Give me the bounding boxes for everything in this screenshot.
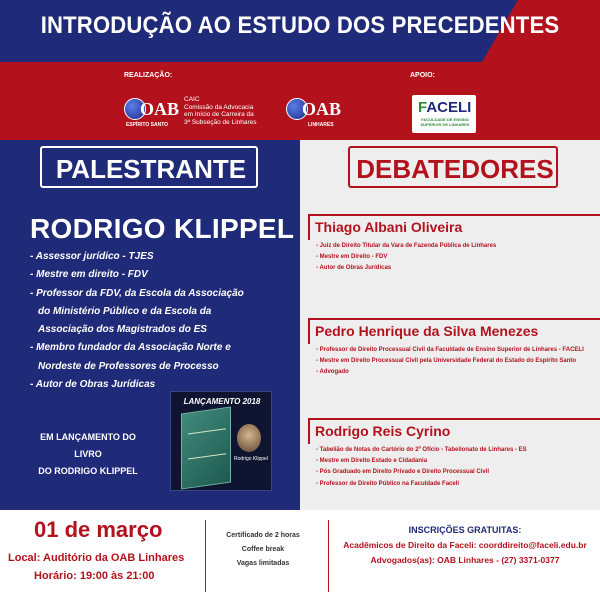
list-item: - Assessor jurídico - TJES — [30, 251, 154, 262]
header-banner — [0, 0, 600, 62]
list-item: - Membro fundador da Associação Norte e — [30, 342, 231, 354]
caic-line: CAIC — [184, 96, 200, 103]
divider — [205, 520, 206, 592]
event-perks — [208, 529, 318, 571]
debaters-heading: DEBATEDORES — [356, 154, 554, 184]
speaker-name: RODRIGO KLIPPEL — [30, 213, 295, 244]
registration-lawyers: Advogados(as): OAB Linhares - (27) 3371-0377 — [370, 555, 560, 565]
list-item: - Autor de Obras Jurídicas — [30, 379, 156, 391]
event-info — [0, 510, 600, 600]
debater-name: Pedro Henrique da Silva Menezes — [315, 323, 539, 339]
debaters-heading-box — [348, 146, 558, 188]
list-item: - Professor de Direito Processual Civil da Faculdade de Ensino Superior de Linhares - FACELI — [316, 347, 584, 353]
list-item: - Mestre em Direito Estado e Cidadania — [316, 458, 428, 465]
speaker-credentials — [30, 248, 290, 394]
caic-text — [184, 96, 257, 126]
book-launch-text: EM LANÇAMENTO DO LIVRO DO RODRIGO KLIPPEL — [38, 432, 138, 476]
book-launch-label: LANÇAMENTO 2018 — [183, 397, 261, 406]
apoio-label: APOIO: — [410, 72, 435, 79]
caic-line: 3ª Subseção de Linhares — [184, 118, 257, 126]
book-image — [170, 391, 272, 491]
debater-name: Rodrigo Reis Cyrino — [315, 423, 451, 439]
oab-linhares-logo: OAB LINHARES — [286, 96, 346, 130]
list-item: do Ministério Público e da Escola da — [38, 305, 212, 317]
page-title: INTRODUÇÃO AO ESTUDO DOS PRECEDENTES — [40, 12, 560, 39]
event-location: Local: Auditório da OAB Linhares — [8, 552, 185, 564]
list-item: - Autor de Obras Jurídicas — [316, 265, 392, 272]
list-item: Nordeste de Professores de Processo — [38, 360, 219, 372]
list-item: - Tabelião de Notas do Cartório do 2º Ofício - Tabelionato de Linhares - ES — [316, 447, 527, 453]
list-item: - Advogado — [316, 369, 349, 376]
list-item: Certificado de 2 horas — [226, 532, 300, 539]
oab-es-logo: OAB ESPÍRITO SANTO — [126, 99, 180, 128]
speaker-panel — [0, 140, 300, 510]
list-item: Coffee break — [241, 546, 285, 553]
faceli-logo: FACELI FACULDADE DE ENSINO SUPERIOR DE LINHARES — [412, 95, 476, 133]
author-photo — [237, 424, 261, 452]
registration-title: INSCRIÇÕES GRATUITAS: — [408, 525, 522, 535]
debaters-panel — [300, 140, 600, 510]
list-item: - Mestre em Direito - FDV — [316, 254, 388, 261]
book-cover — [181, 406, 231, 489]
speaker-heading-box — [40, 146, 258, 188]
event-date: 01 de março — [34, 517, 163, 542]
caic-line: em Início de Carreira da — [184, 111, 254, 118]
list-item: - Pós Graduado em Direito Privado e Direito Processual Civil — [316, 469, 490, 476]
book-author: Rodrigo Klippel — [234, 456, 268, 462]
realizacao-label: REALIZAÇÃO: — [124, 72, 173, 79]
divider — [328, 520, 329, 592]
event-time: Horário: 19:00 às 21:00 — [34, 570, 155, 582]
list-item: - Professor da FDV, da Escola da Associação — [30, 287, 244, 299]
list-item: - Mestre em direito - FDV — [30, 269, 148, 281]
list-item: Associação dos Magistrados do ES — [38, 324, 207, 336]
list-item: - Juiz de Direito Titular da Vara de Fazenda Pública de Linhares — [316, 243, 497, 249]
debater-name: Thiago Albani Oliveira — [315, 219, 463, 235]
sponsors-band — [0, 62, 600, 140]
list-item: Vagas limitadas — [236, 560, 290, 567]
registration-info — [330, 522, 600, 568]
speaker-heading: PALESTRANTE — [55, 154, 247, 184]
list-item: - Professor de Direito Público na Faculdade Faceli — [316, 480, 460, 487]
registration-students: Acadêmicos de Direito da Faceli: coorddireito@faceli.edu.br — [343, 540, 587, 550]
caic-line: Comissão da Advocacia — [184, 103, 254, 111]
list-item: - Mestre em Direito Processual Civil pela Universidade Federal do Estado do Espírito Santo — [316, 358, 577, 365]
